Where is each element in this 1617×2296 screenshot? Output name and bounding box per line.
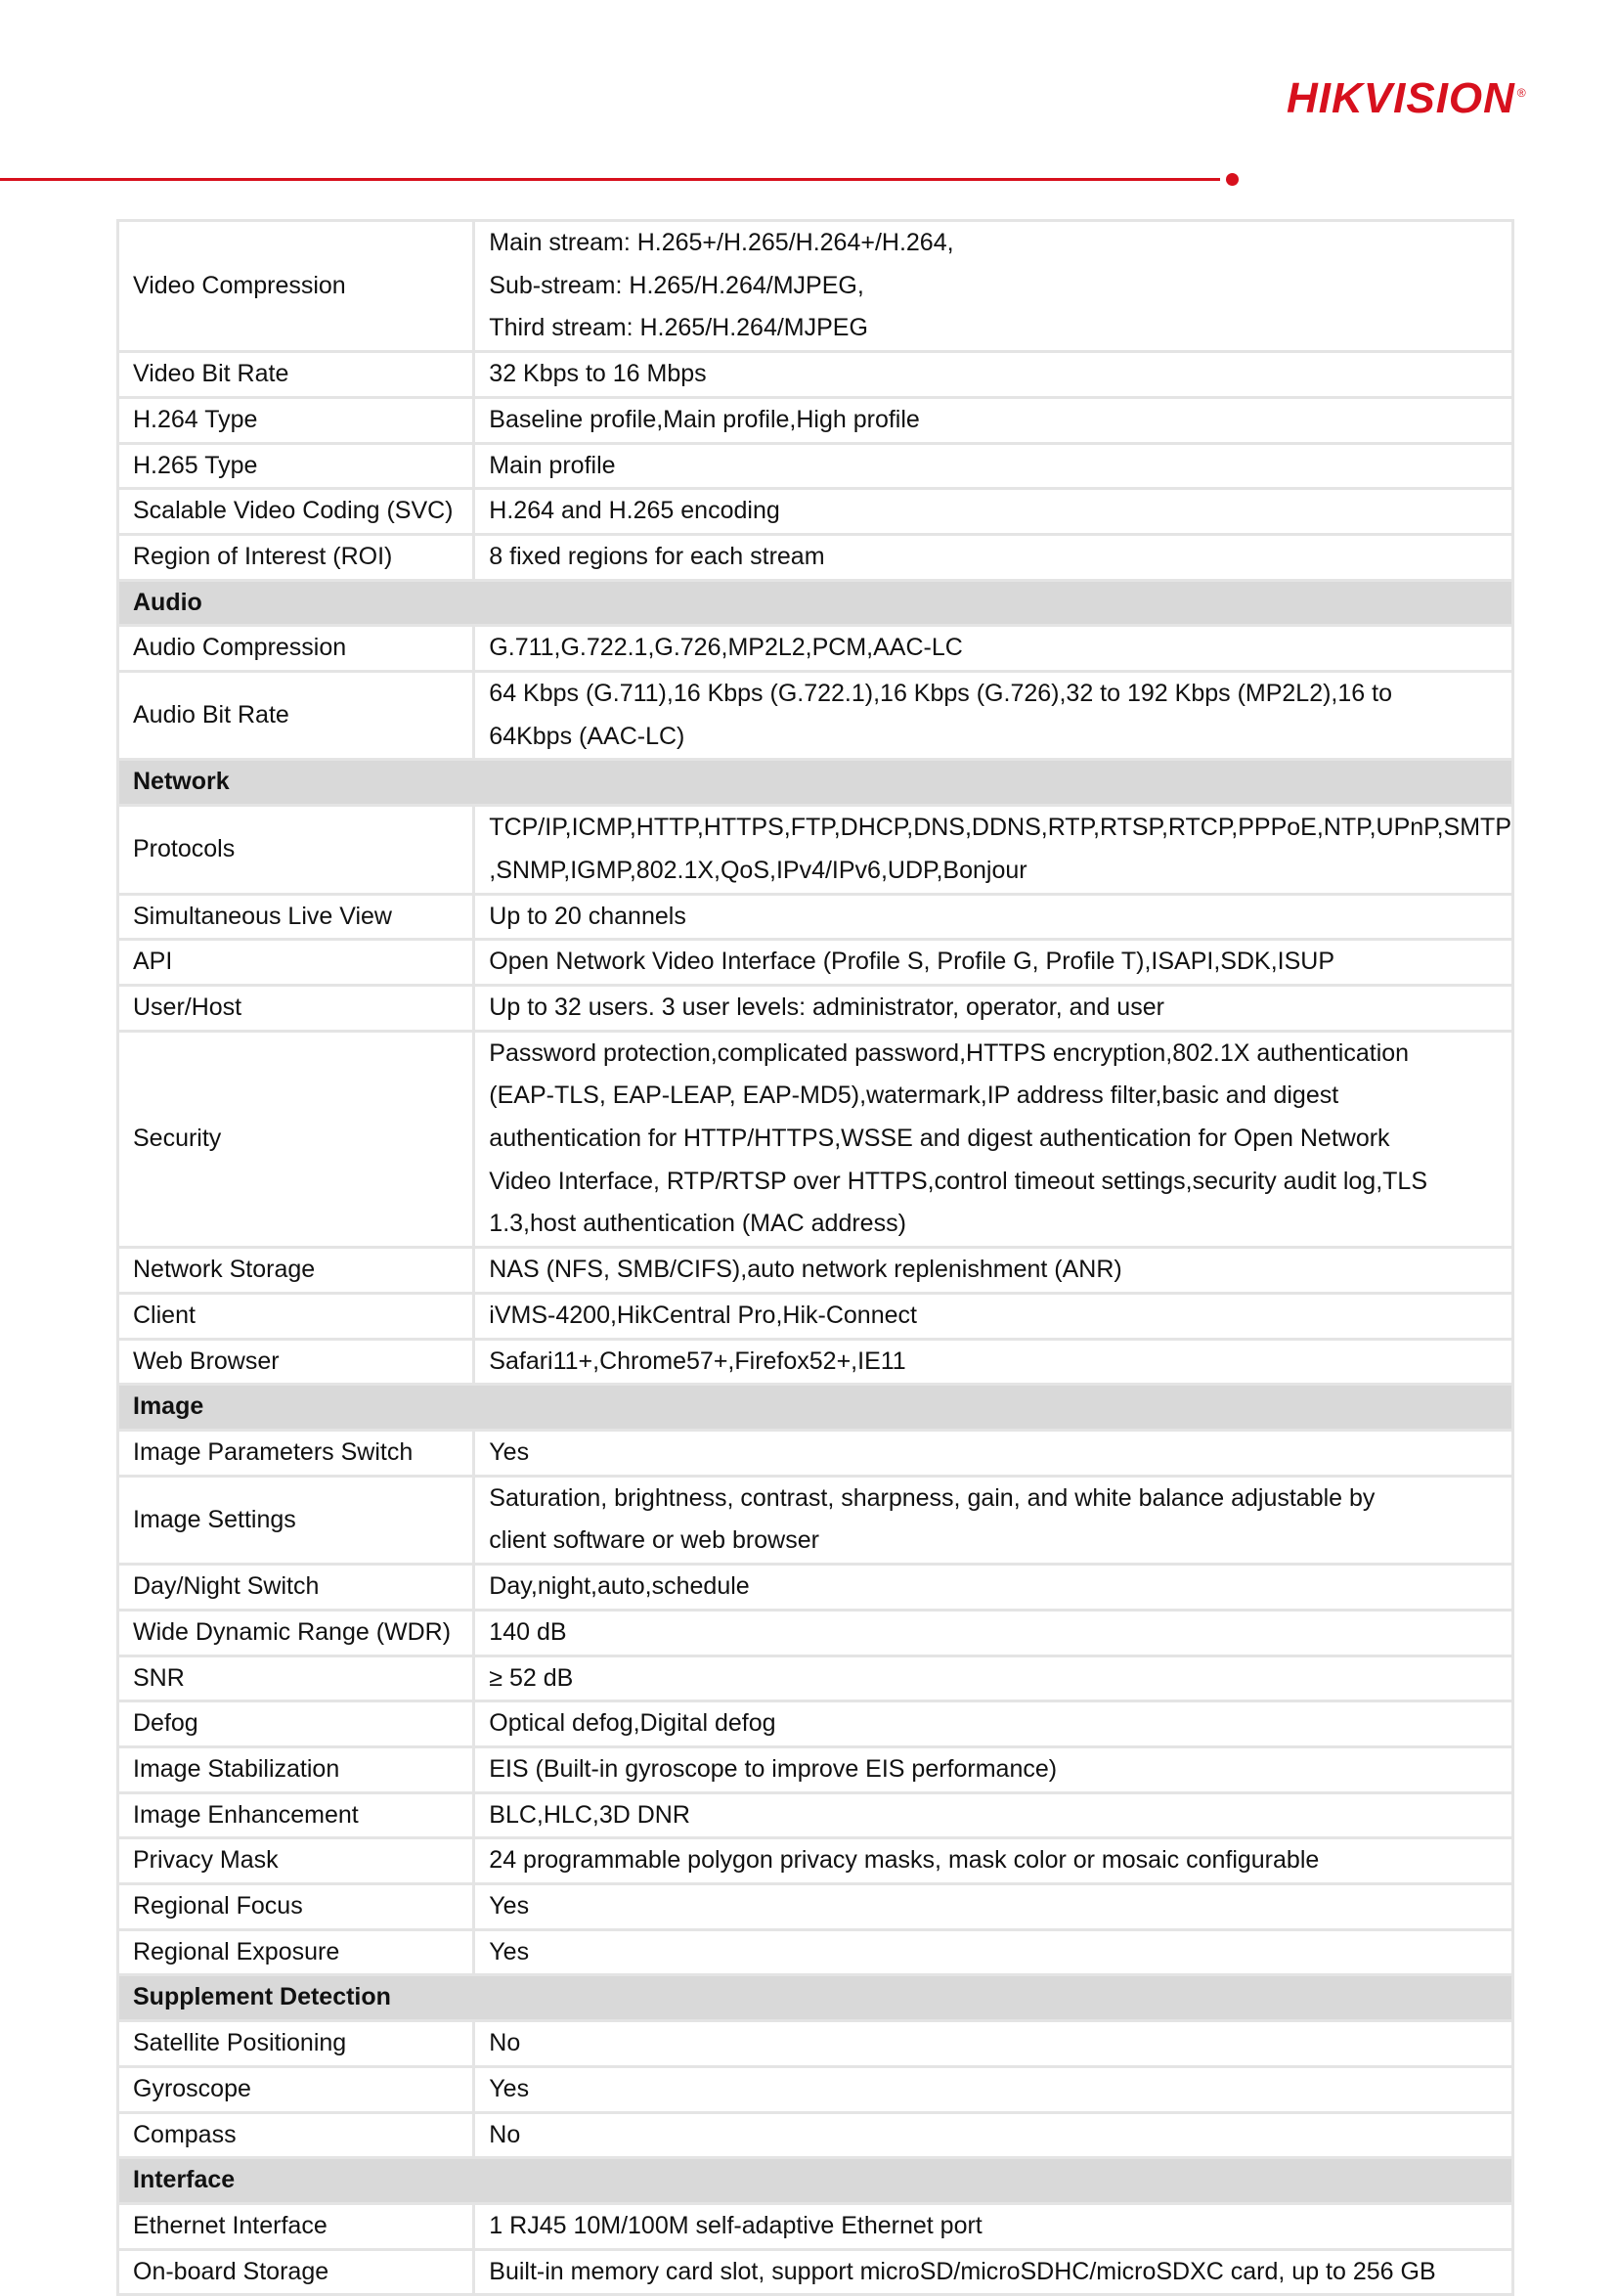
spec-label: Security [118,1031,474,1248]
spec-label: Client [118,1293,474,1339]
spec-label: Defog [118,1701,474,1747]
spec-value: 64 Kbps (G.711),16 Kbps (G.722.1),16 Kbps (G.726),32 to 192 Kbps (MP2L2),16 to 64Kbps (AAC-LC) [474,672,1513,760]
spec-row [118,443,1513,489]
section-header-row [118,2158,1513,2204]
spec-label: Image Enhancement [118,1792,474,1838]
spec-label: Regional Exposure [118,1929,474,1975]
spec-row [118,1884,1513,1930]
spec-row [118,1610,1513,1656]
spec-label: Video Compression [118,221,474,352]
spec-value: Saturation, brightness, contrast, sharpness, gain, and white balance adjustable by client software or web browser [474,1476,1513,1564]
spec-value: Main stream: H.265+/H.265/H.264+/H.264, Sub-stream: H.265/H.264/MJPEG, Third stream: H.265/H.264/MJPEG [474,221,1513,352]
spec-row [118,1339,1513,1385]
spec-label: Protocols [118,806,474,894]
spec-row [118,1746,1513,1792]
spec-value: 8 fixed regions for each stream [474,534,1513,580]
spec-label: Region of Interest (ROI) [118,534,474,580]
spec-value: Yes [474,1430,1513,1476]
spec-value: 24 programmable polygon privacy masks, mask color or mosaic configurable [474,1838,1513,1884]
spec-value: ≥ 52 dB [474,1656,1513,1701]
spec-label: Scalable Video Coding (SVC) [118,489,474,535]
spec-label: Image Stabilization [118,1746,474,1792]
spec-value: Open Network Video Interface (Profile S, Profile G, Profile T),ISAPI,SDK,ISUP [474,940,1513,986]
hikvision-logo: HIKVISION ® [1287,74,1527,122]
spec-value: iVMS-4200,HikCentral Pro,Hik-Connect [474,1293,1513,1339]
spec-row [118,1565,1513,1611]
spec-value: Optical defog,Digital defog [474,1701,1513,1747]
spec-row [118,1656,1513,1701]
spec-row [118,534,1513,580]
section-title: Supplement Detection [118,1975,1513,2021]
spec-label: Audio Bit Rate [118,672,474,760]
spec-value: Yes [474,2066,1513,2112]
spec-label: Day/Night Switch [118,1565,474,1611]
logo-text: HIKVISION [1287,74,1515,122]
spec-value: Safari11+,Chrome57+,Firefox52+,IE11 [474,1339,1513,1385]
spec-label: H.265 Type [118,443,474,489]
spec-row [118,1701,1513,1747]
spec-label: Satellite Positioning [118,2021,474,2067]
spec-row [118,806,1513,894]
spec-row [118,1430,1513,1476]
spec-value: G.711,G.722.1,G.726,MP2L2,PCM,AAC-LC [474,626,1513,672]
spec-label: Compass [118,2112,474,2158]
spec-value: Day,night,auto,schedule [474,1565,1513,1611]
spec-value: TCP/IP,ICMP,HTTP,HTTPS,FTP,DHCP,DNS,DDNS,RTP,RTSP,RTCP,PPPoE,NTP,UPnP,SMTP ,SNMP,IGMP,802.1X,QoS,IPv4/IPv6,UDP,Bonjour [474,806,1513,894]
section-header-row [118,1385,1513,1431]
section-header-row [118,1975,1513,2021]
section-title: Image [118,1385,1513,1431]
spec-row [118,489,1513,535]
spec-label: Audio Compression [118,626,474,672]
header-rule [0,178,1220,181]
spec-value: Up to 20 channels [474,894,1513,940]
spec-row [118,352,1513,398]
spec-value: Password protection,complicated password,HTTPS encryption,802.1X authentication (EAP-TLS, EAP-LEAP, EAP-MD5),watermark,IP address filter,basic and digest authentication for HTTP/HTTPS,WSSE and digest authentication for Open Network Video Interface, RTP/RTSP over HTTPS,control timeout settings,security audit log,TLS 1.3,host authentication (MAC address) [474,1031,1513,1248]
spec-value: No [474,2112,1513,2158]
spec-label: Gyroscope [118,2066,474,2112]
spec-value: Yes [474,1884,1513,1930]
spec-label: API [118,940,474,986]
spec-label: Video Bit Rate [118,352,474,398]
spec-label: Regional Focus [118,1884,474,1930]
spec-value: Baseline profile,Main profile,High profile [474,397,1513,443]
section-header-row [118,760,1513,806]
spec-value: BLC,HLC,3D DNR [474,1792,1513,1838]
spec-row [118,1031,1513,1248]
section-title: Network [118,760,1513,806]
spec-value: No [474,2021,1513,2067]
spec-value: Up to 32 users. 3 user levels: administrator, operator, and user [474,985,1513,1031]
spec-label: On-board Storage [118,2249,474,2295]
spec-row [118,626,1513,672]
spec-row [118,1838,1513,1884]
spec-row [118,985,1513,1031]
spec-label: Web Browser [118,1339,474,1385]
spec-row [118,1248,1513,1294]
spec-value: H.264 and H.265 encoding [474,489,1513,535]
spec-row [118,2066,1513,2112]
spec-label: Wide Dynamic Range (WDR) [118,1610,474,1656]
spec-row [118,2203,1513,2249]
spec-value: Main profile [474,443,1513,489]
header-rule-dot [1226,173,1239,186]
spec-value: 32 Kbps to 16 Mbps [474,352,1513,398]
spec-row [118,672,1513,760]
spec-value: Built-in memory card slot, support microSD/microSDHC/microSDXC card, up to 256 GB [474,2249,1513,2295]
spec-row [118,940,1513,986]
spec-row [118,2112,1513,2158]
spec-label: Ethernet Interface [118,2203,474,2249]
spec-label: Simultaneous Live View [118,894,474,940]
spec-label: H.264 Type [118,397,474,443]
section-title: Audio [118,580,1513,626]
spec-value: Yes [474,1929,1513,1975]
spec-table-body [118,221,1513,2295]
spec-label: SNR [118,1656,474,1701]
spec-row [118,1929,1513,1975]
spec-value: NAS (NFS, SMB/CIFS),auto network replenishment (ANR) [474,1248,1513,1294]
spec-row [118,397,1513,443]
spec-row [118,221,1513,352]
spec-label: Image Settings [118,1476,474,1564]
section-header-row [118,580,1513,626]
spec-value: 1 RJ45 10M/100M self-adaptive Ethernet port [474,2203,1513,2249]
spec-value: EIS (Built-in gyroscope to improve EIS performance) [474,1746,1513,1792]
spec-table [116,219,1514,2296]
spec-row [118,1293,1513,1339]
section-title: Interface [118,2158,1513,2204]
spec-label: User/Host [118,985,474,1031]
spec-label: Network Storage [118,1248,474,1294]
spec-label: Image Parameters Switch [118,1430,474,1476]
spec-label: Privacy Mask [118,1838,474,1884]
spec-row [118,1476,1513,1564]
spec-row [118,1792,1513,1838]
spec-value: 140 dB [474,1610,1513,1656]
spec-row [118,894,1513,940]
spec-row [118,2021,1513,2067]
